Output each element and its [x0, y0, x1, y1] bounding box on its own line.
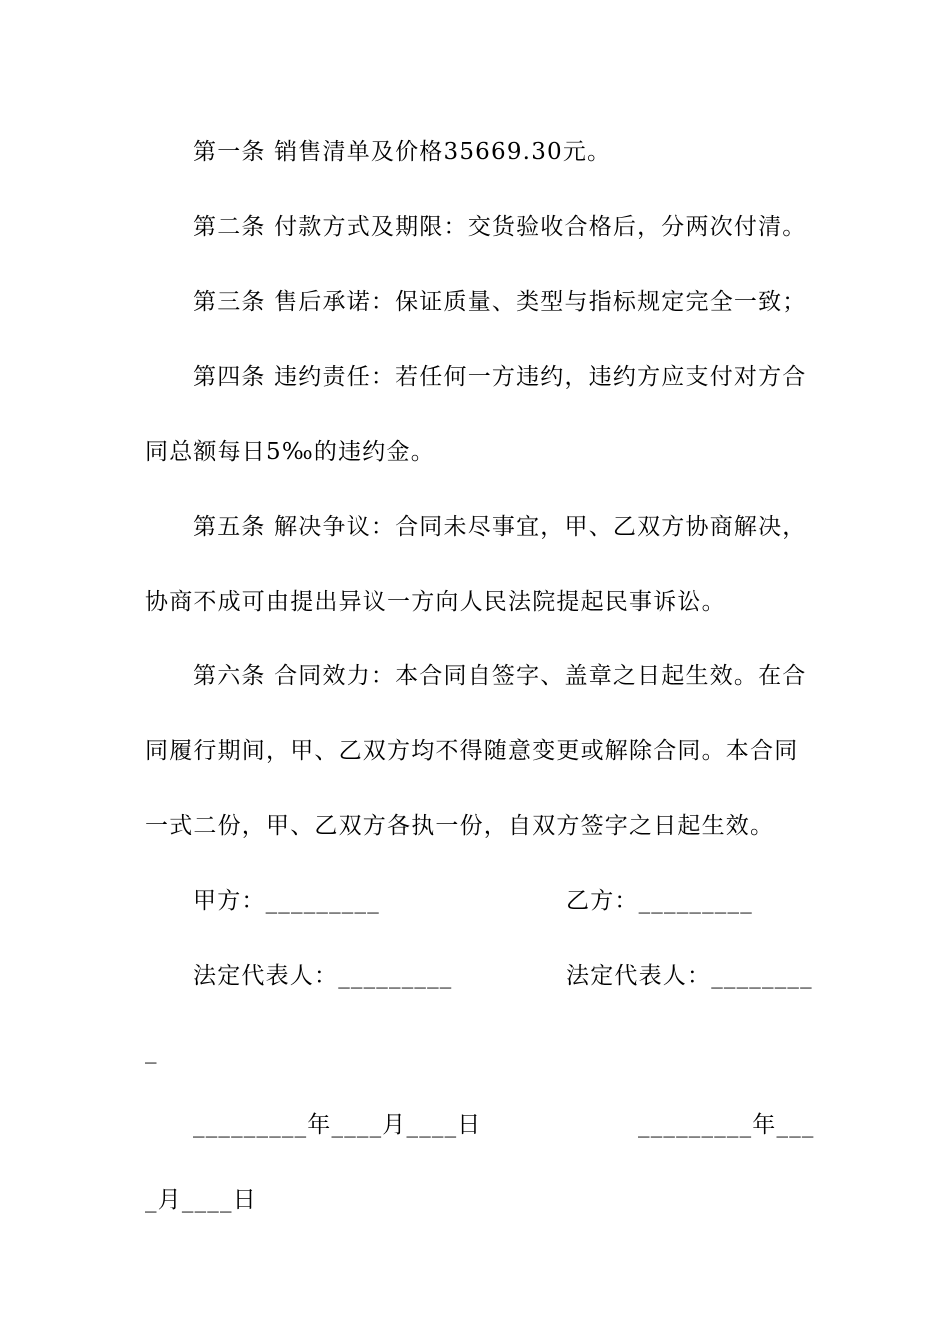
article-1: 第一条 销售清单及价格35669.30元。: [193, 139, 612, 165]
article-6-line-1: 第六条 合同效力：本合同自签字、盖章之日起生效。在合: [193, 663, 807, 689]
party-b-representative: 法定代表人：________: [566, 963, 813, 989]
article-2: 第二条 付款方式及期限：交货验收合格后，分两次付清。: [193, 214, 807, 240]
party-a-representative: 法定代表人：_________: [193, 963, 453, 989]
article-4-line-2: 同总额每日5‰的违约金。: [145, 439, 435, 465]
article-3: 第三条 售后承诺：保证质量、类型与指标规定完全一致；: [193, 289, 807, 315]
article-5-line-1: 第五条 解决争议：合同未尽事宜，甲、乙双方协商解决，: [193, 514, 807, 540]
article-5-line-2: 协商不成可由提出异议一方向人民法院提起民事诉讼。: [145, 589, 726, 615]
party-b-date-wrap: _月____日: [145, 1187, 257, 1213]
party-a-signature: 甲方：_________: [193, 888, 380, 914]
article-6-line-2: 同履行期间，甲、乙双方均不得随意变更或解除合同。本合同: [145, 738, 799, 764]
party-b-signature: 乙方：_________: [566, 888, 753, 914]
article-6-line-3: 一式二份，甲、乙双方各执一份，自双方签字之日起生效。: [145, 813, 775, 839]
article-4-line-1: 第四条 违约责任：若任何一方违约，违约方应支付对方合: [193, 364, 807, 390]
party-a-date: _________年____月____日: [193, 1112, 482, 1138]
party-b-date: _________年___: [638, 1112, 815, 1138]
party-b-representative-wrap: _: [145, 1038, 158, 1064]
